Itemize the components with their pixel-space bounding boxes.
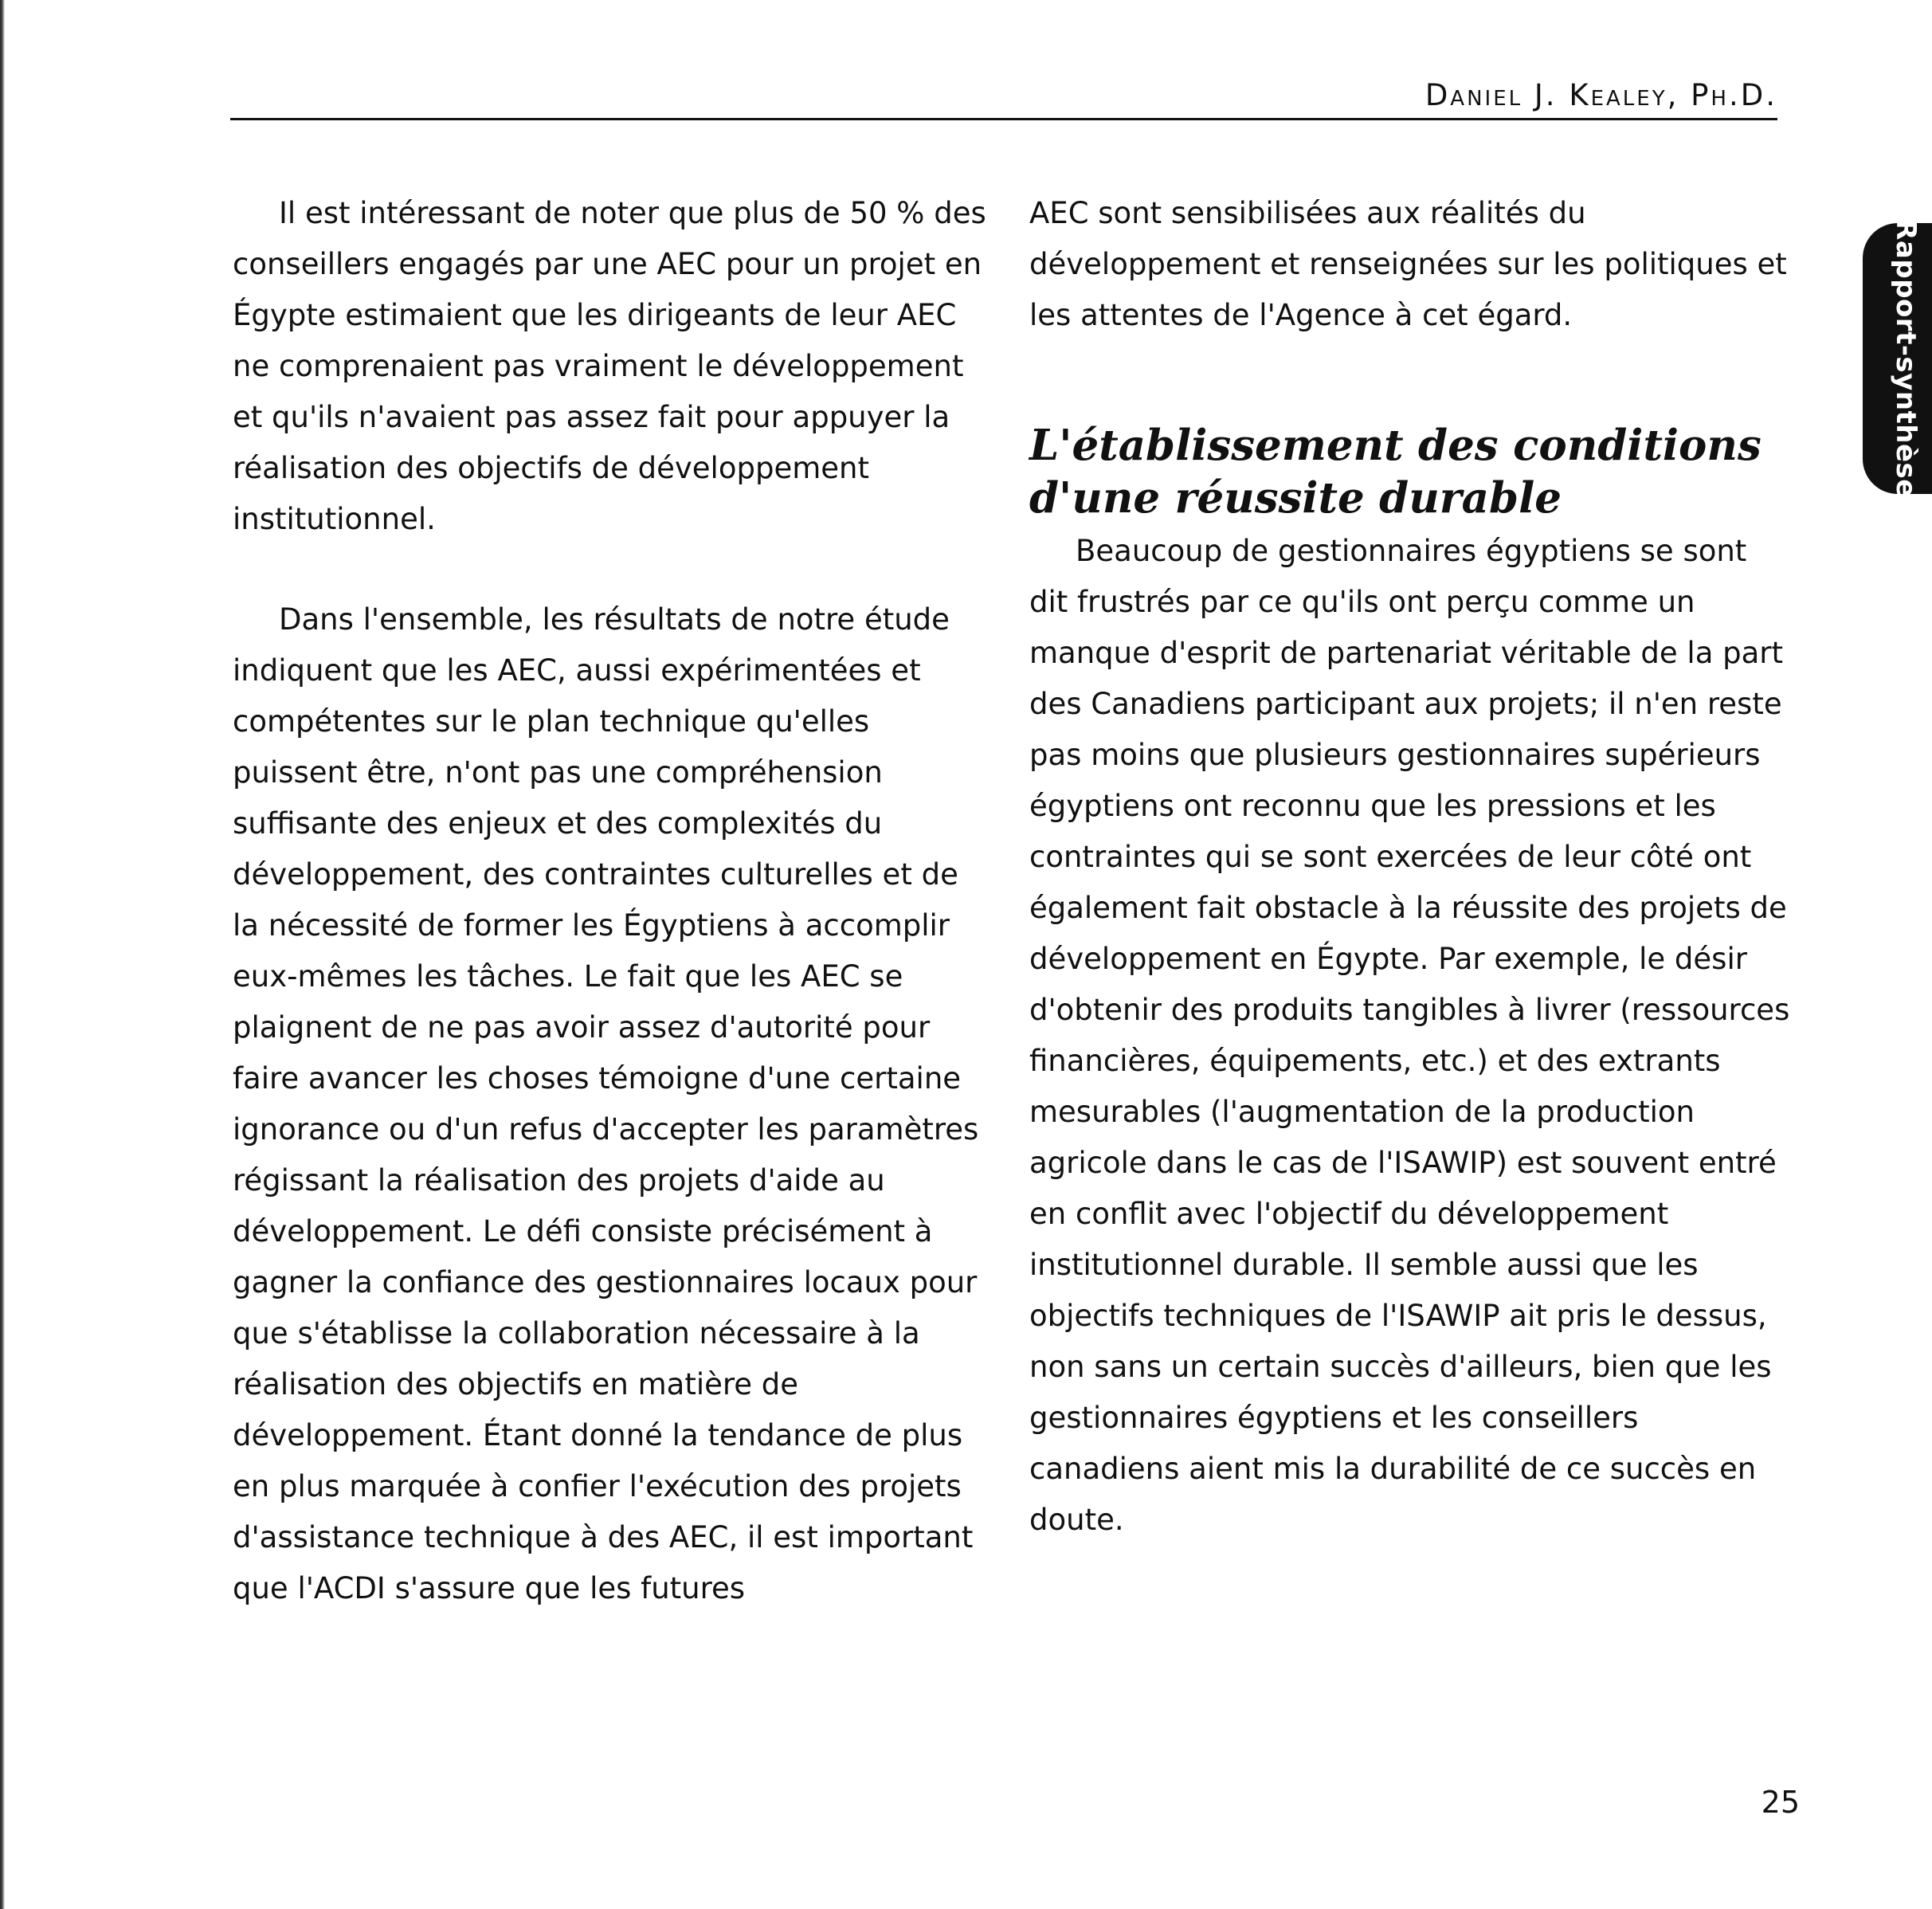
paragraph-advisors: Il est intéressant de noter que plus de 50 % des conseillers engagés par une AEC pour un projet en Égypte estimaient que les dirigeants de leur AEC ne comprenaient pas vraiment le développement et qu'ils n'avaient pas assez fait pour appuyer la réalisation des objectifs de développement institutionnel. [233, 196, 986, 536]
right-column [1029, 188, 1794, 1546]
left-column [233, 188, 990, 1614]
paragraph-continuation: AEC sont sensibilisées aux réalités du développement et renseignées sur les politiques et les attentes de l'Agence à cet égard. [1029, 196, 1787, 332]
side-tab-label: Rapport-synthèse [1890, 219, 1922, 498]
header-rule [230, 118, 1777, 120]
section-heading: L'établissement des conditions d'une réussite durable [1029, 421, 1762, 523]
binding-edge [0, 0, 5, 1909]
page-number: 25 [1761, 1785, 1800, 1820]
paragraph-egyptian-managers: Beaucoup de gestionnaires égyptiens se sont dit frustrés par ce qu'ils ont perçu comme un manque d'esprit de partenariat véritable de la part des Canadiens participant aux projets; il n'en reste pas moins que plusieurs gestionnaires supérieurs égyptiens ont reconnu que les pressions et les contraintes qui se sont exercées de leur côté ont également fait obstacle à la réussite des projets de développement en Égypte. Par exemple, le désir d'obtenir des produits tangibles à livrer (ressources financières, équipements, etc.) et des extrants mesurables (l'augmentation de la production agricole dans le cas de l'ISAWIP) est souvent entré en conflit avec l'objectif du développement institutionnel durable. Il semble aussi que les objectifs techniques de l'ISAWIP ait pris le dessus, non sans un certain succès d'ailleurs, bien que les gestionnaires égyptiens et les conseillers canadiens aient mis la durabilité de ce succès en doute. [1029, 534, 1790, 1537]
running-header-author: Daniel J. Kealey, Ph.D. [1425, 78, 1777, 112]
paragraph-overall-results: Dans l'ensemble, les résultats de notre étude indiquent que les AEC, aussi expérimentées et compétentes sur le plan technique qu'elles puissent être, n'ont pas une compréhension suffisante des enjeux et des complexités du développement, des contraintes culturelles et de la nécessité de former les Égyptiens à accomplir eux-mêmes les tâches. Le fait que les AEC se plaignent de ne pas avoir assez d'autorité pour faire avancer les choses témoigne d'une certaine ignorance ou d'un refus d'accepter les paramètres régissant la réalisation des projets d'aide au développement. Le défi consiste précisément à gagner la confiance des gestionnaires locaux pour que s'établisse la collaboration nécessaire à la réalisation des objectifs en matière de développement. Étant donné la tendance de plus en plus marquée à confier l'exécution des projets d'assistance technique à des AEC, il est important que l'ACDI s'assure que les futures [233, 602, 979, 1605]
